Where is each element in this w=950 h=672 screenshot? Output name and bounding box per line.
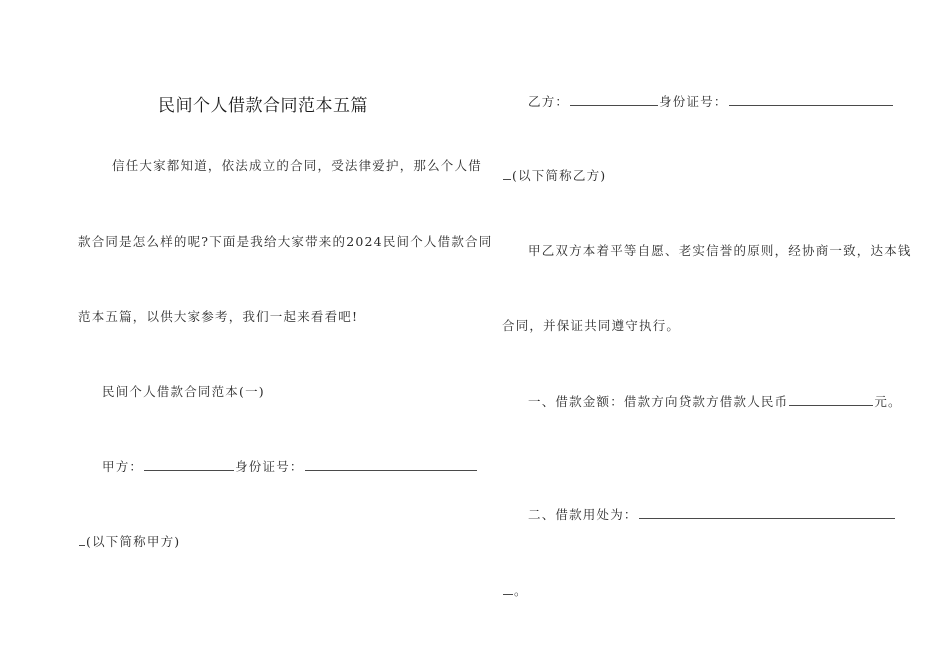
party-a-row [102,459,478,475]
party-b-note-blank [503,168,511,180]
loan-purpose-blank [639,507,895,519]
party-a-label: 甲方： [102,459,144,474]
party-b-label: 乙方： [528,94,570,109]
party-a-note-row [78,534,180,550]
clause-1-row [528,394,902,410]
party-b-name-blank [570,94,658,106]
party-a-id-blank [305,459,477,471]
document-title: 民间个人借款合同范本五篇 [158,96,368,116]
section-heading: 民间个人借款合同范本(一) [102,384,265,399]
clause-1-suffix: 元。 [874,394,902,409]
party-b-id-blank [729,94,893,106]
clause-2-row [528,507,896,523]
agreement-line-1: 甲乙双方本着平等自愿、老实信誉的原则，经协商一致，达本钱 [528,243,912,258]
party-a-note: (以下简称甲方) [86,534,181,549]
party-b-note: (以下简称乙方) [512,168,607,183]
clause-2-suffix: 。 [514,583,528,598]
clause-2-end-row [502,583,528,599]
clause-1-text: 一、借款金额：借款方向贷款方借款人民币 [528,394,789,409]
party-b-note-row [502,168,606,184]
party-b-id-label: 身份证号： [659,94,728,109]
intro-line-3: 范本五篇，以供大家参考，我们一起来看看吧! [78,309,359,324]
party-a-id-label: 身份证号： [235,459,304,474]
clause-2-text: 二、借款用处为： [528,507,638,522]
agreement-line-2: 合同，并保证共同遵守执行。 [502,318,681,333]
party-b-row [528,94,894,110]
intro-line-1: 信任大家都知道，依法成立的合同，受法律爱护，那么个人借 [112,158,482,173]
party-a-name-blank [144,459,234,471]
loan-amount-blank [789,394,873,406]
party-a-note-blank [79,534,85,546]
intro-line-2: 款合同是怎么样的呢?下面是我给大家带来的2024民间个人借款合同 [78,234,493,249]
loan-purpose-blank-continued [503,583,513,595]
